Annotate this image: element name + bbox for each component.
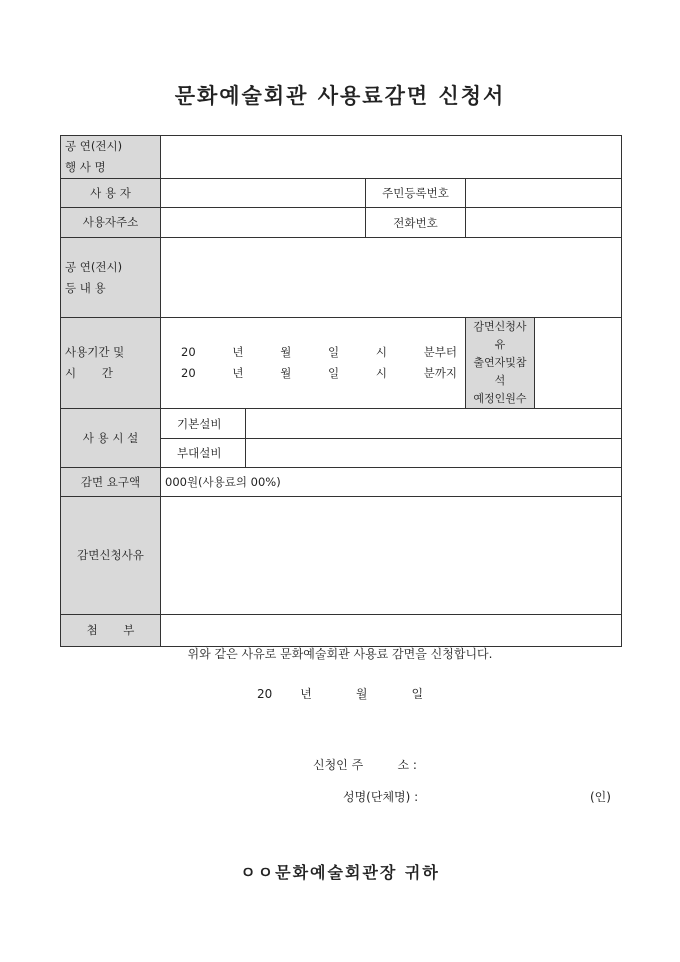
phone-field[interactable] [466, 208, 622, 238]
event-content-field[interactable] [161, 238, 622, 318]
seal-mark: (인) [590, 790, 611, 804]
reduction-amount-field[interactable]: 000원(사용료의 00%) [161, 468, 622, 497]
event-name-field[interactable] [161, 136, 622, 179]
reduction-reason-label: 감면신청사유 [61, 497, 161, 615]
period-from-row: 20 년 월 일 시 분부터 [181, 345, 457, 359]
reduction-reason-attendees-label: 감면신청사유 출연자및참석 예정인원수 [466, 318, 535, 409]
resident-no-field[interactable] [466, 179, 622, 208]
extra-equipment-label: 부대설비 [161, 439, 246, 468]
reduction-amount-label: 감면 요구액 [61, 468, 161, 497]
applicant-address-label: 신청인 주 소 : [313, 758, 417, 772]
basic-equipment-label: 기본설비 [161, 409, 246, 439]
user-address-label: 사용자주소 [61, 208, 161, 238]
applicant-name-label: 성명(단체명) : [343, 790, 419, 804]
facilities-label: 사 용 시 설 [61, 409, 161, 468]
event-name-label: 공 연(전시) 행 사 명 [61, 136, 161, 179]
user-label: 사 용 자 [61, 179, 161, 208]
user-address-field[interactable] [161, 208, 366, 238]
addressee: ㅇㅇ문화예술회관장 귀하 [240, 863, 440, 882]
attachment-field[interactable] [161, 615, 622, 647]
period-to-row: 20 년 월 일 시 분까지 [181, 366, 457, 380]
user-field[interactable] [161, 179, 366, 208]
attachment-label: 첨 부 [61, 615, 161, 647]
basic-equipment-field[interactable] [246, 409, 622, 439]
extra-equipment-field[interactable] [246, 439, 622, 468]
attendees-field[interactable] [535, 318, 622, 409]
application-form [60, 135, 622, 647]
phone-label: 전화번호 [366, 208, 466, 238]
period-field[interactable] [161, 318, 466, 409]
resident-no-label: 주민등록번호 [366, 179, 466, 208]
reduction-reason-field[interactable] [161, 497, 622, 615]
application-notice: 위와 같은 사유로 문화예술회관 사용료 감면을 신청합니다. [187, 647, 493, 661]
application-date: 20 년 월 일 [256, 687, 424, 701]
period-label: 사용기간 및 시 간 [61, 318, 161, 409]
event-content-label: 공 연(전시) 등 내 용 [61, 238, 161, 318]
page-title: 문화예술회관 사용료감면 신청서 [174, 83, 506, 108]
